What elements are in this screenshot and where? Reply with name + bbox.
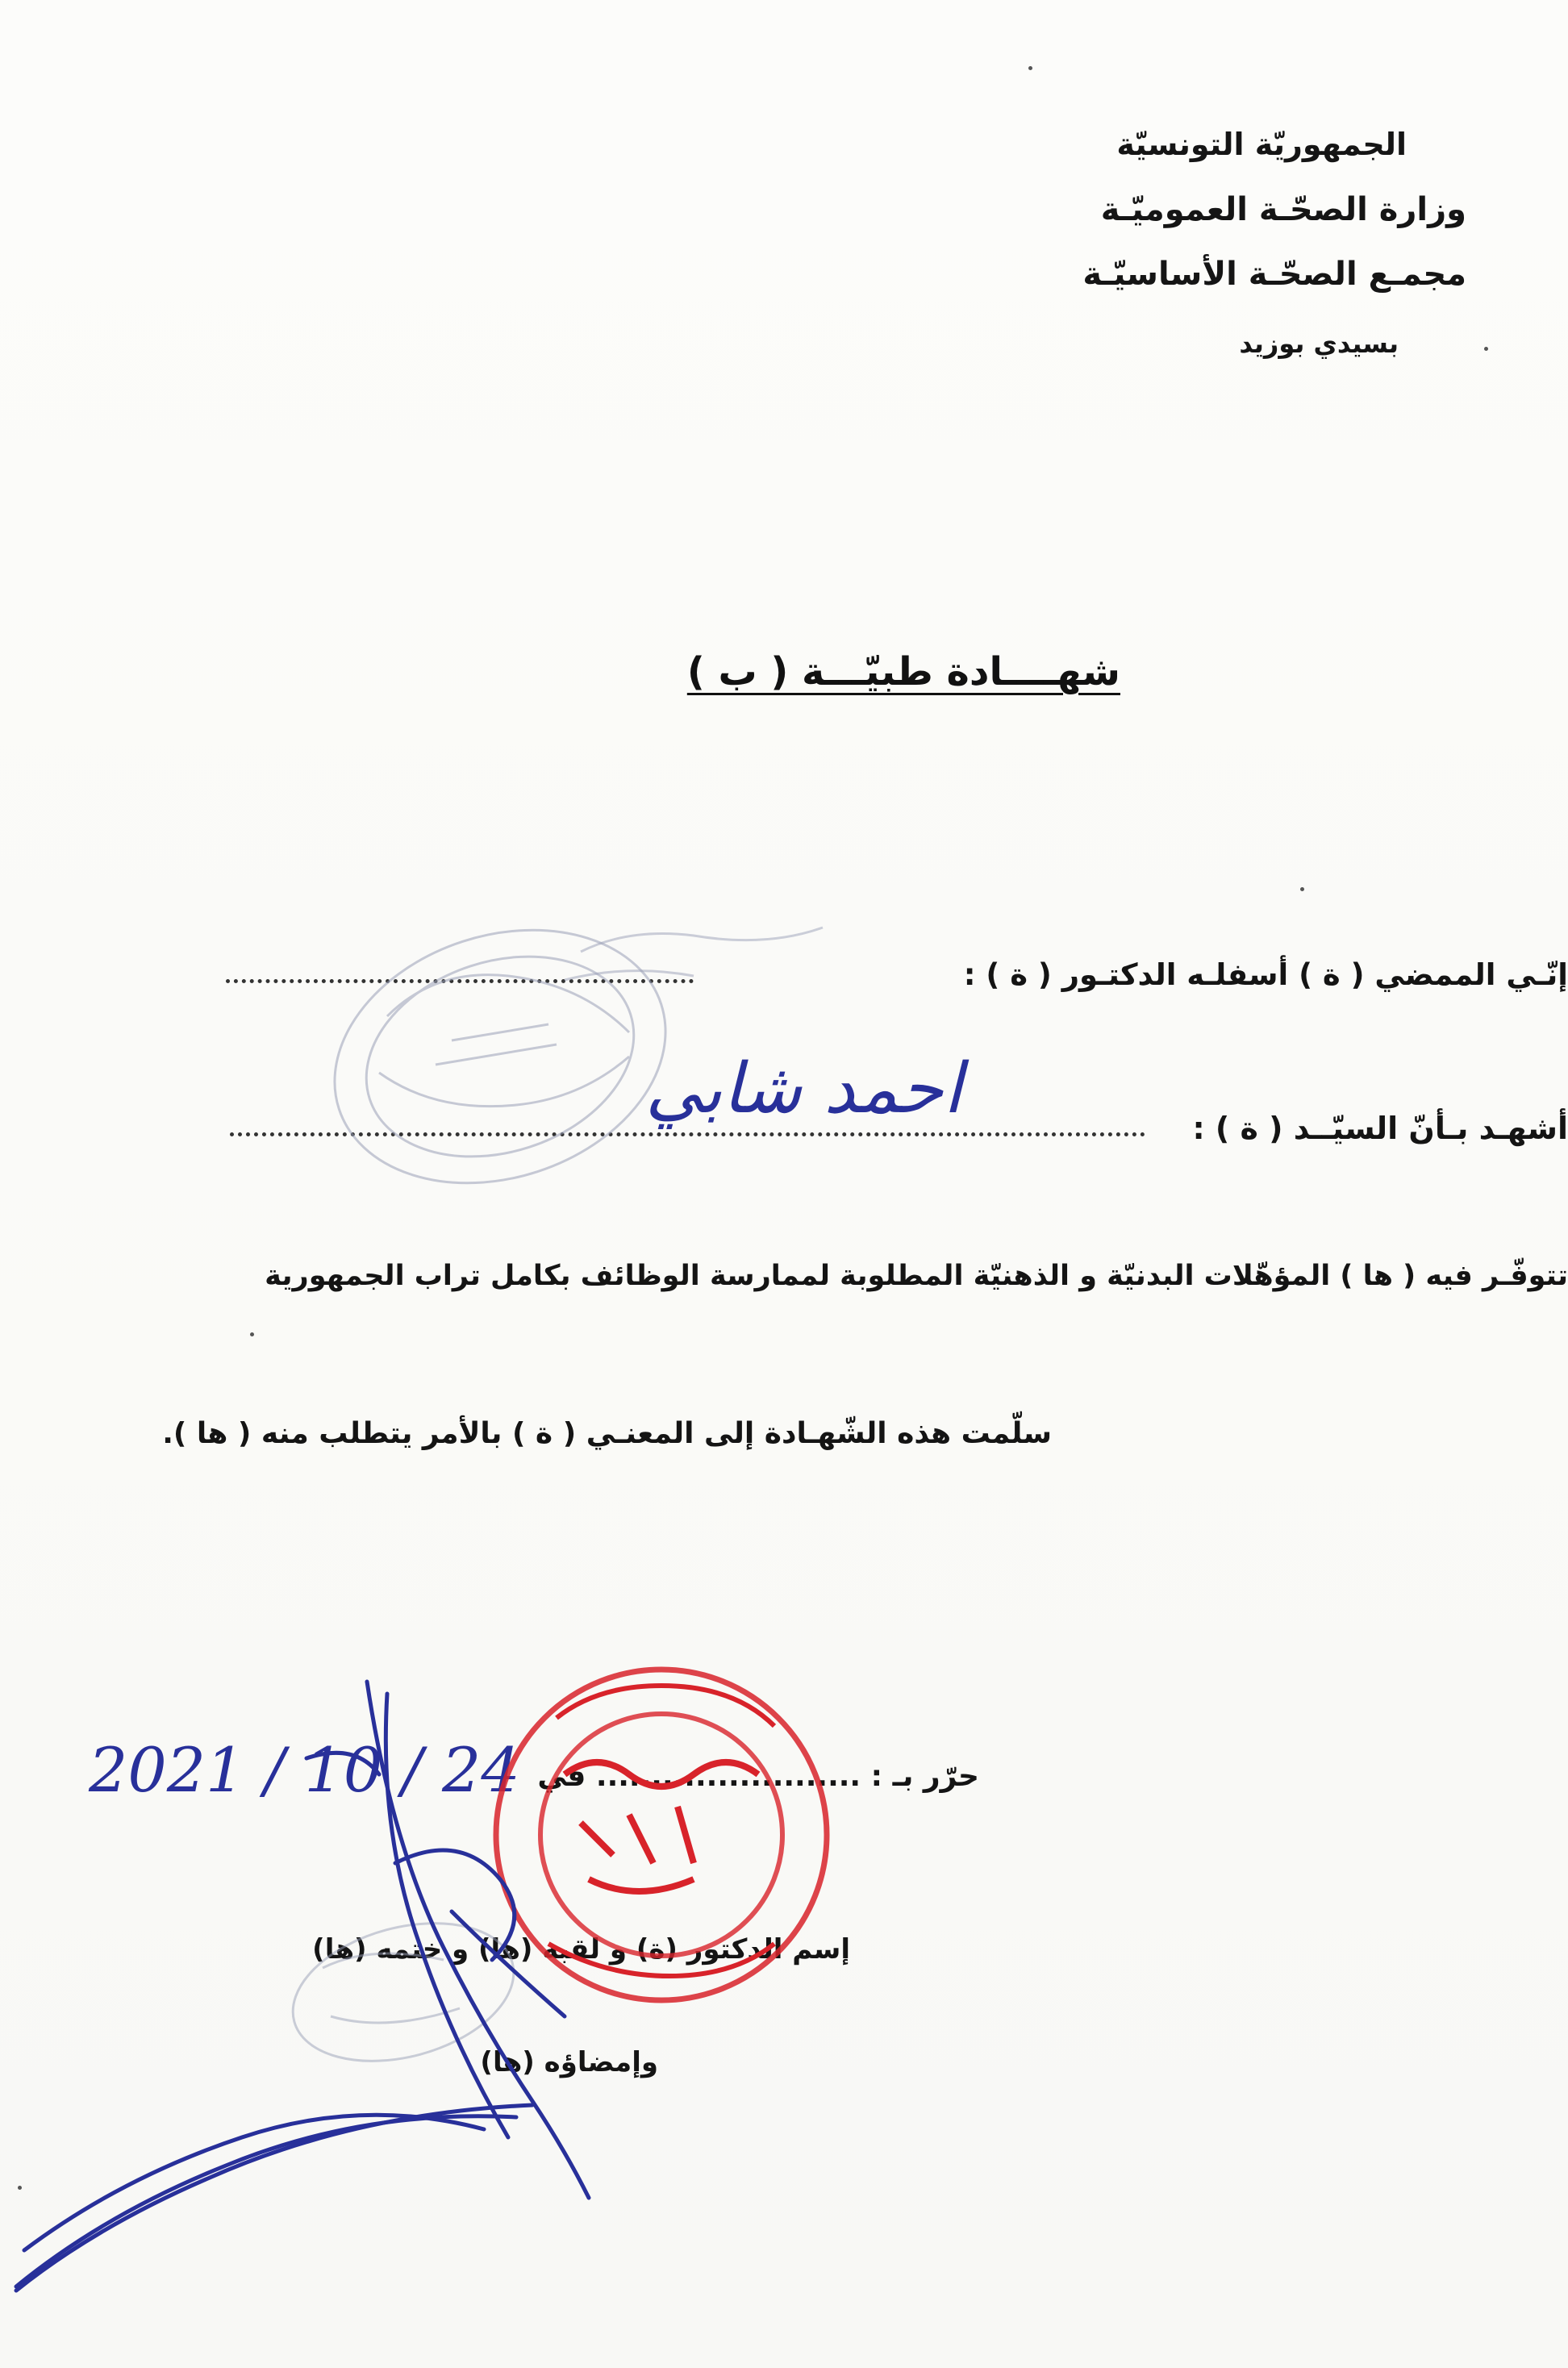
patient-name-dots <box>230 1132 1145 1136</box>
footer-signature-label: وإمضاؤه (ها) <box>480 2046 658 2078</box>
scan-speck <box>1028 66 1032 70</box>
header-complex: مجمـع الصحّـة الأساسيّـة <box>1082 256 1466 293</box>
scan-speck <box>18 2186 22 2190</box>
footer-doctor-name-label: إسم الدكتور (ة) و لقبه (ها) و ختمه (ها) <box>312 1933 850 1966</box>
body-line-certify: أشهـد بـأنّ السيّــد ( ة ) : <box>1192 1111 1568 1146</box>
scan-speck <box>1484 347 1488 351</box>
document-title: شهــــادة طبيّـــة ( ب ) <box>686 649 1120 694</box>
header-ministry: وزارة الصحّـة العموميّـة <box>1100 191 1466 228</box>
footer-written-at: حرّر بـ : ........................ في <box>537 1760 979 1793</box>
body-line-qualifications: تتوفّـر فيه ( ها ) المؤهّلات البدنيّة و الذهنيّة المطلوبة لممارسة الوظائف بكامل تراب الجمهورية <box>265 1260 1568 1292</box>
scan-speck <box>250 1332 254 1336</box>
body-line-delivered: سلّمت هذه الشّهـادة إلى المعنـي ( ة ) بالأمر يتطلب منه ( ها ). <box>162 1417 1052 1450</box>
patient-name-handwritten: احمد شابي <box>645 1049 963 1129</box>
doctor-name-dots <box>226 979 694 983</box>
scan-speck <box>1300 887 1304 891</box>
header-city: بسيدي بوزيد <box>1239 328 1399 359</box>
handwritten-date: 2021 / 10 / 24 <box>89 1734 520 1806</box>
body-line-doctor: إنّـي الممضي ( ة ) أسفلـه الدكتـور ( ة ) : <box>963 957 1568 992</box>
header-republic: الجمهوريّة التونسيّة <box>1116 127 1407 162</box>
